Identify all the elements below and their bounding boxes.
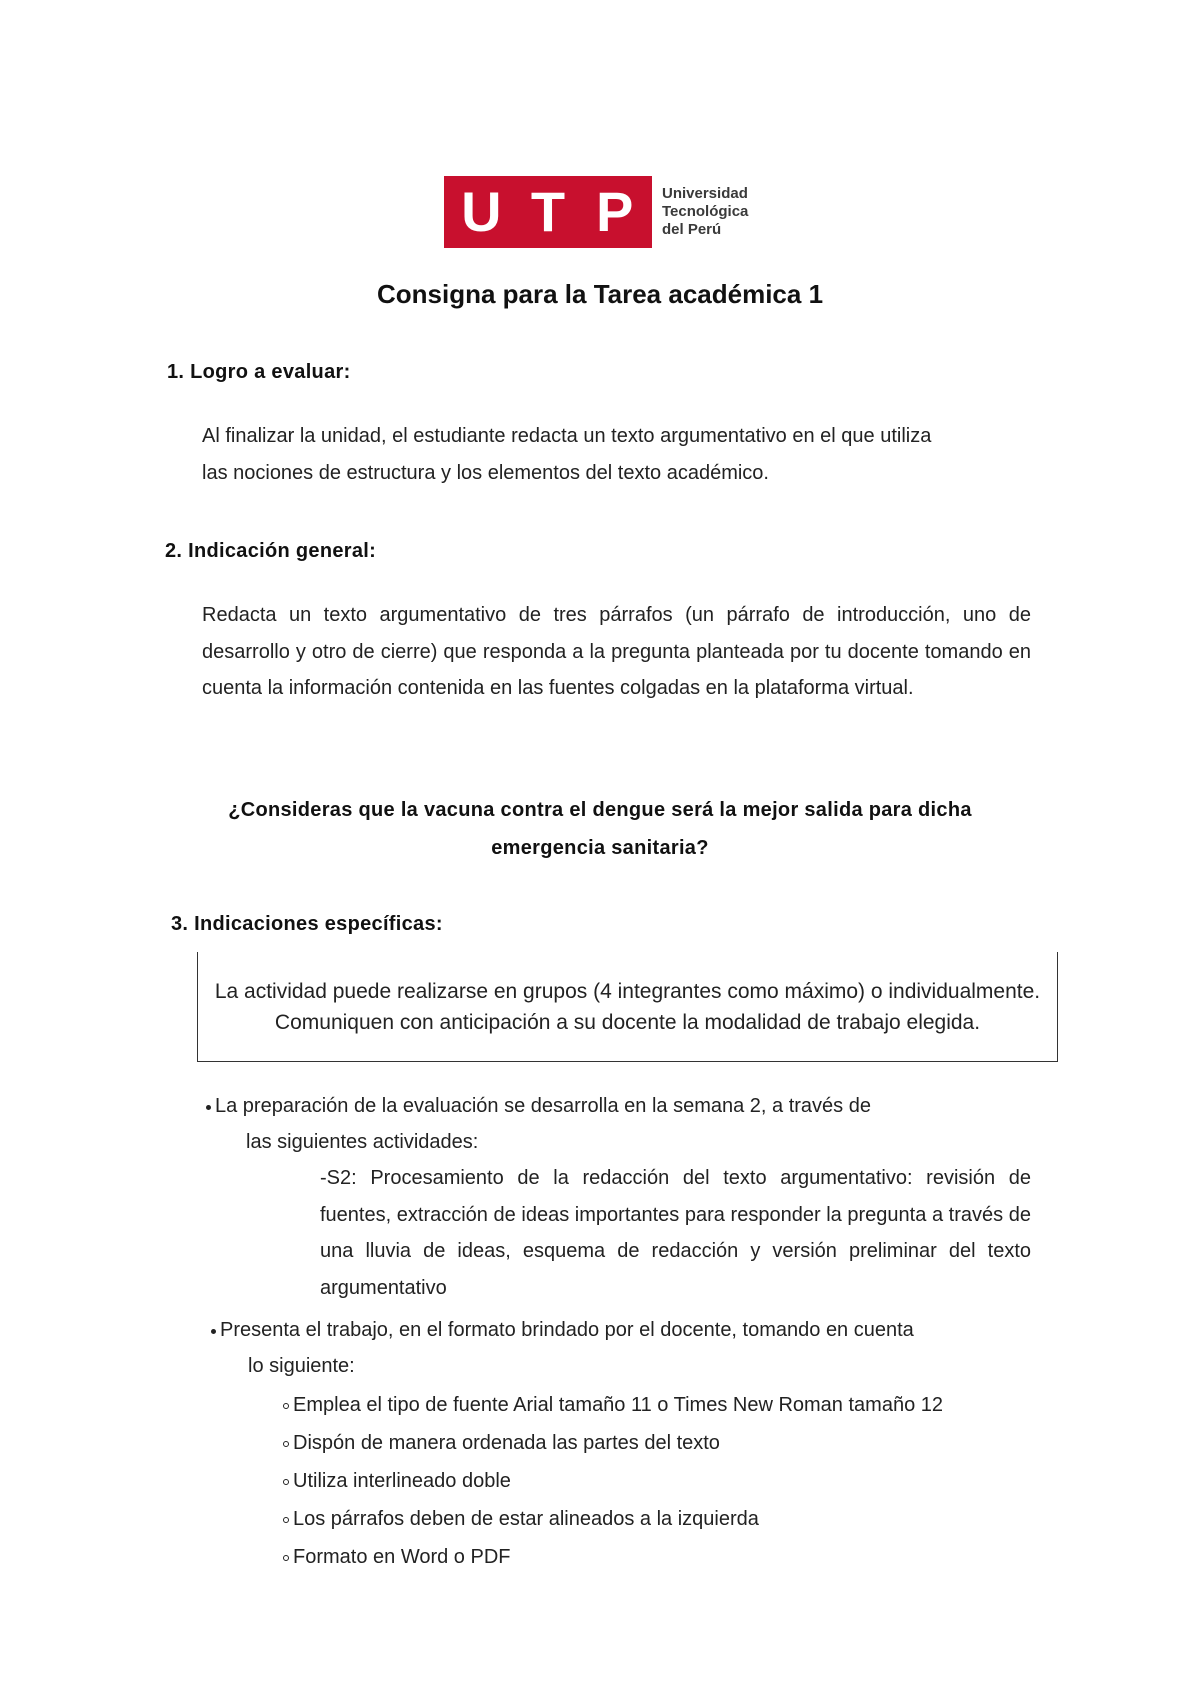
subitem-3-text: Utiliza interlineado doble [293,1470,511,1492]
question-line-1: ¿Consideras que la vacuna contra el dengue será la mejor salida para dicha [228,799,972,821]
section-1-line-2: las nociones de estructura y los elementos del texto académico. [202,461,769,484]
hollow-bullet-icon [283,1555,289,1561]
bullet-dot-icon [206,1105,211,1110]
hollow-bullet-icon [283,1517,289,1523]
section-1-heading: 1. Logro a evaluar: [167,361,351,383]
subitem-4-text: Los párrafos deben de estar alineados a la izquierda [293,1508,759,1530]
bullet-2-line-2: lo siguiente: [248,1355,355,1377]
subitem-1-text: Emplea el tipo de fuente Arial tamaño 11 o Times New Roman tamaño 12 [293,1394,943,1416]
hollow-bullet-icon [283,1479,289,1485]
logo-letter-t: T [530,180,566,243]
logo-letters-block [444,176,652,248]
document-title: Consigna para la Tarea académica 1 [376,279,824,309]
bullet-item-1 [206,1088,871,1125]
subitem-2 [283,1425,720,1462]
bullet-1-line-2: las siguientes actividades: [246,1131,479,1153]
logo-letter-u: U [461,180,502,243]
subitem-5-text: Formato en Word o PDF [293,1546,511,1568]
bullet-1-line-1: La preparación de la evaluación se desarrolla en la semana 2, a través de [215,1095,871,1117]
hollow-bullet-icon [283,1403,289,1409]
logo-word-1: Universidad [662,185,748,202]
hollow-bullet-icon [283,1441,289,1447]
utp-logo [444,176,764,248]
subitem-1 [283,1387,943,1424]
group-work-note-box [197,952,1058,1062]
bullet-2-line-1: Presenta el trabajo, en el formato brindado por el docente, tomando en cuenta [220,1319,914,1341]
group-work-note: La actividad puede realizarse en grupos (4 integrantes como máximo) o individualmente. Comuniquen con anticipación a su docente la modalidad de trabajo elegida. [214,979,1041,1034]
subitem-3 [283,1463,511,1500]
logo-wordmark [662,176,748,248]
logo-word-2: Tecnológica [662,203,749,220]
section-2-heading: 2. Indicación general: [165,540,377,562]
logo-letter-p: P [595,180,634,243]
subitem-2-text: Dispón de manera ordenada las partes del texto [293,1432,720,1454]
subitem-5 [283,1539,510,1576]
logo-word-3: del Perú [662,221,722,238]
section-1-text [202,418,931,491]
assignment-question [0,791,1200,867]
section-3-heading: 3. Indicaciones específicas: [171,913,443,935]
subitem-4 [283,1501,759,1538]
bullet-1-detail: -S2: Procesamiento de la redacción del texto argumentativo: revisión de fuentes, extracción de ideas importantes para responder la pregunta a través de una lluvia de ideas, esquema de redacción y versión preliminar del texto argumentativo [320,1167,1031,1299]
bullet-dot-icon [211,1329,216,1334]
bullet-item-2 [211,1312,914,1349]
section-1-line-1: Al finalizar la unidad, el estudiante redacta un texto argumentativo en el que utiliza [202,425,932,447]
section-2-paragraph: Redacta un texto argumentativo de tres párrafos (un párrafo de introducción, uno de desarrollo y otro de cierre) que responda a la pregunta planteada por tu docente tomando en cuenta la información contenida en las fuentes colgadas en la plataforma virtual. [202,604,1031,699]
question-line-2: emergencia sanitaria? [491,837,709,859]
